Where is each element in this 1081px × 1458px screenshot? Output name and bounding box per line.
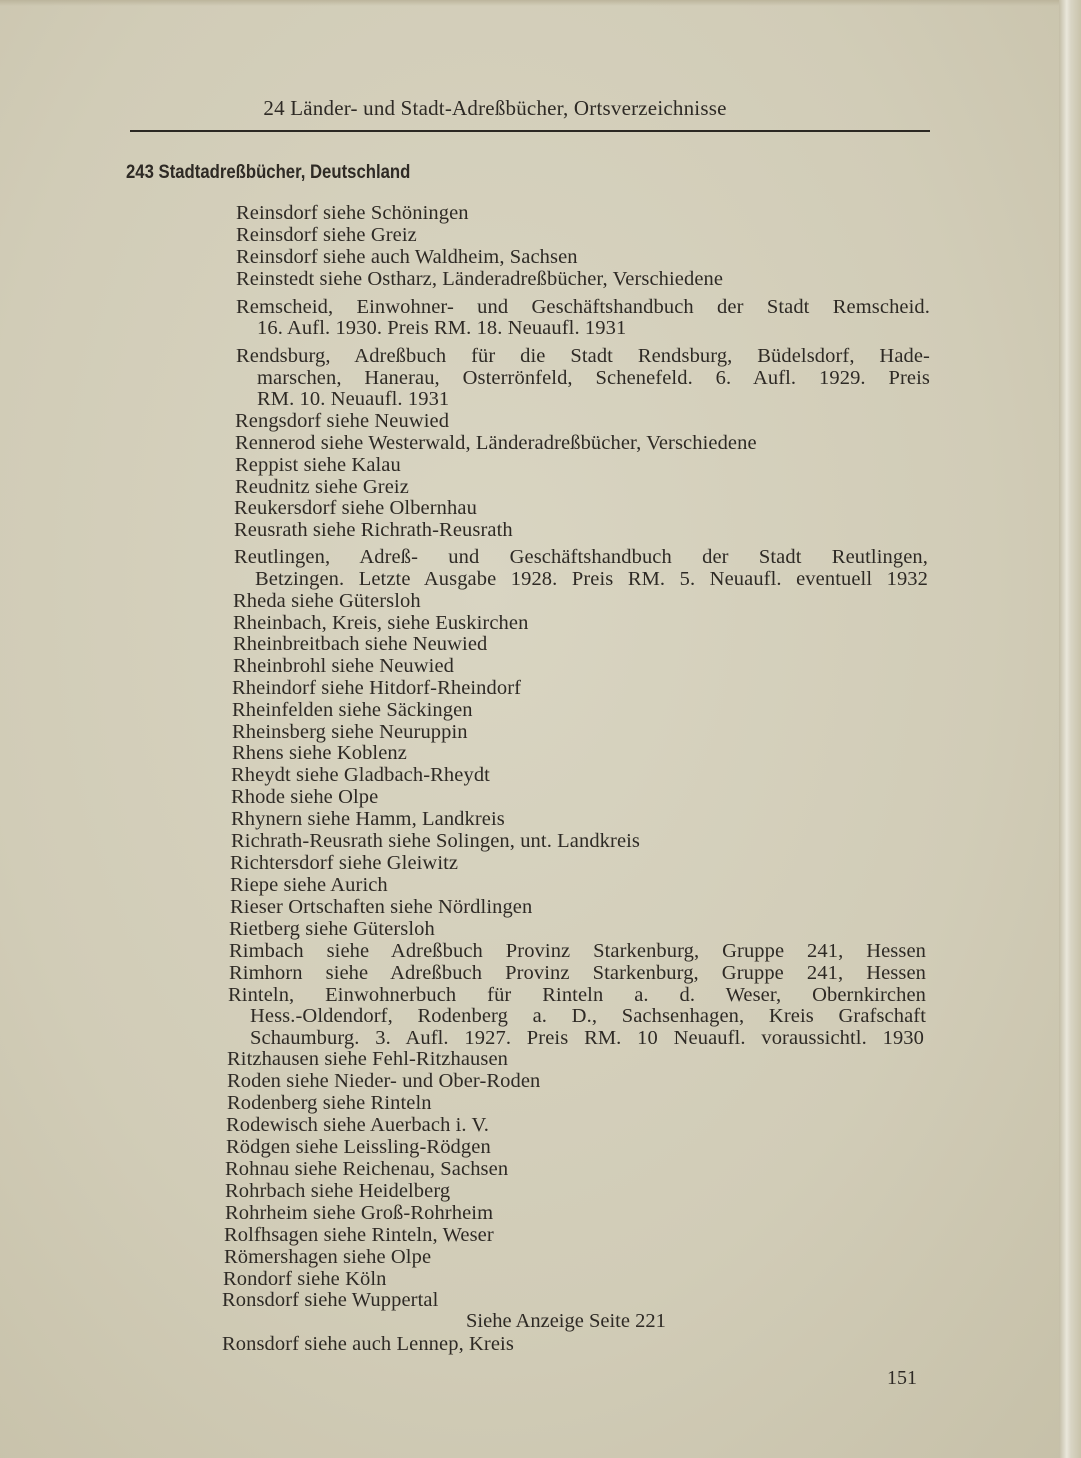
entry-line: Richtersdorf siehe Gleiwitz [230, 852, 459, 874]
entry-line: Rödgen siehe Leissling-Rödgen [226, 1136, 491, 1158]
entry-line: Betzingen. Letzte Ausgabe 1928. Preis RM. 5. Neuaufl. eventuell 1932 [255, 568, 928, 590]
entry-line: Roden siehe Nieder- und Ober-Roden [227, 1070, 541, 1092]
running-head: 24 Länder- und Stadt-Adreßbücher, Ortsverzeichnisse [263, 96, 727, 120]
entry-line: Rheda siehe Gütersloh [233, 590, 421, 612]
entry-line: Reppist siehe Kalau [235, 454, 401, 476]
entry-line: Reinsdorf siehe Schöningen [236, 202, 469, 224]
page-number: 151 [887, 1367, 917, 1389]
entry-line: Rhens siehe Koblenz [232, 742, 407, 764]
entry-line: Reudnitz siehe Greiz [235, 476, 409, 498]
entry-line: Rheinbrohl siehe Neuwied [233, 655, 455, 677]
entry-line: Rhode siehe Olpe [231, 786, 379, 808]
section-heading: 243 Stadtadreßbücher, Deutschland [126, 162, 411, 183]
entry-line: Rennerod siehe Westerwald, Länderadreßbücher, Verschiedene [235, 432, 757, 454]
entry-line: Rohnau siehe Reichenau, Sachsen [225, 1158, 509, 1180]
entry-line: Reutlingen, Adreß- und Geschäftshandbuch der Stadt Reutlingen, [234, 546, 928, 568]
entry-line: Rengsdorf siehe Neuwied [235, 410, 450, 432]
entry-line: Rheinbreitbach siehe Neuwied [233, 633, 488, 655]
entry-line: Rheinbach, Kreis, siehe Euskirchen [233, 612, 529, 634]
entry-line: Rheindorf siehe Hitdorf-Rheindorf [232, 677, 522, 699]
entry-line: Ritzhausen siehe Fehl-Ritzhausen [227, 1048, 509, 1070]
entry-line: Rimbach siehe Adreßbuch Provinz Starkenburg, Gruppe 241, Hessen [229, 940, 926, 962]
entry-line: Rheinfelden siehe Säckingen [232, 699, 473, 721]
entry-line: Reinstedt siehe Ostharz, Länderadreßbücher, Verschiedene [236, 268, 724, 290]
entry-line: Rolfhsagen siehe Rinteln, Weser [224, 1224, 494, 1246]
entry-line: Rimhorn siehe Adreßbuch Provinz Starkenburg, Gruppe 241, Hessen [229, 962, 926, 984]
entry-line: Richrath-Reusrath siehe Solingen, unt. Landkreis [231, 830, 641, 852]
entry-line: Reinsdorf siehe Greiz [236, 224, 417, 246]
entry-line: Ronsdorf siehe Wuppertal [222, 1289, 439, 1311]
entry-line: Rohrbach siehe Heidelberg [225, 1180, 451, 1202]
entry-line: Rendsburg, Adreßbuch für die Stadt Rendsburg, Büdelsdorf, Hade- [236, 345, 930, 367]
entry-line: Remscheid, Einwohner- und Geschäftshandbuch der Stadt Remscheid. [236, 296, 930, 318]
entry-line: Rohrheim siehe Groß-Rohrheim [225, 1202, 494, 1224]
entry-line: Rodewisch siehe Auerbach i. V. [226, 1114, 490, 1136]
entry-line: Reinsdorf siehe auch Waldheim, Sachsen [236, 246, 578, 268]
entry-line: Hess.-Oldendorf, Rodenberg a. D., Sachsenhagen, Kreis Grafschaft [250, 1005, 926, 1027]
entry-line: Reusrath siehe Richrath-Reusrath [234, 519, 513, 541]
entry-line: 16. Aufl. 1930. Preis RM. 18. Neuaufl. 1931 [257, 317, 627, 339]
entry-line: Reukersdorf siehe Olbernhau [234, 497, 477, 519]
entry-line: Römershagen siehe Olpe [224, 1246, 432, 1268]
entry-line: RM. 10. Neuaufl. 1931 [257, 388, 450, 410]
entry-line: Rinteln, Einwohnerbuch für Rinteln a. d. Weser, Obernkirchen [228, 984, 926, 1006]
entry-line: Ronsdorf siehe auch Lennep, Kreis [222, 1333, 514, 1355]
entry-line: Rheinsberg siehe Neuruppin [232, 721, 468, 743]
entry-line: Rondorf siehe Köln [223, 1268, 387, 1290]
entry-line: Rieser Ortschaften siehe Nördlingen [230, 896, 533, 918]
advertisement-reference: Siehe Anzeige Seite 221 [466, 1310, 666, 1332]
entry-line: Riepe siehe Aurich [230, 874, 388, 896]
entry-line: Schaumburg. 3. Aufl. 1927. Preis RM. 10 Neuaufl. voraussichtl. 1930 [250, 1027, 924, 1049]
entry-line: marschen, Hanerau, Osterrönfeld, Schenefeld. 6. Aufl. 1929. Preis [257, 367, 930, 389]
entry-line: Rheydt siehe Gladbach-Rheydt [231, 764, 490, 786]
entry-line: Rietberg siehe Gütersloh [229, 918, 435, 940]
entry-line: Rhynern siehe Hamm, Landkreis [231, 808, 505, 830]
entry-line: Rodenberg siehe Rinteln [227, 1092, 432, 1114]
